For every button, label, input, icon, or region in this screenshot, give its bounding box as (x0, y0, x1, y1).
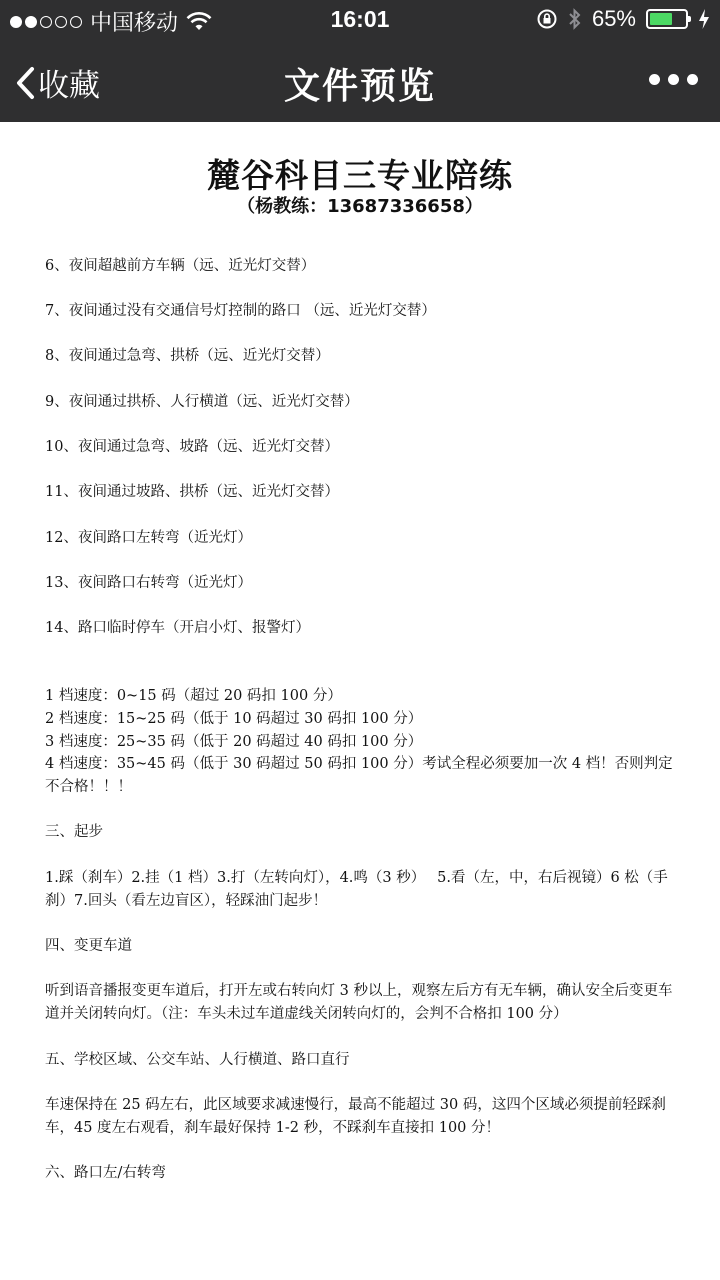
status-time: 16:01 (330, 6, 390, 32)
section-heading: 五、学校区域、公交车站、人行横道、路口直行 (45, 1052, 350, 1068)
more-options-button[interactable] (649, 74, 698, 85)
charging-bolt-icon (698, 8, 710, 30)
section-heading: 四、变更车道 (45, 938, 132, 954)
section-heading: 三、起步 (45, 824, 103, 840)
rotation-lock-icon (536, 8, 558, 30)
speed-line: 1 档速度：0~15 码（超过 20 码扣 100 分） (45, 688, 342, 704)
list-item: 8、夜间通过急弯、拱桥（远、近光灯交替） (45, 348, 330, 364)
speed-line: 3 档速度：25~35 码（低于 20 码超过 40 码扣 100 分） (45, 734, 423, 750)
list-item: 9、夜间通过拱桥、人行横道（远、近光灯交替） (45, 394, 359, 410)
back-button-label: 收藏 (38, 68, 100, 104)
section-text: 听到语音播报变更车道后，打开左或右转向灯 3 秒以上，观察左后方有无车辆，确认安全后变更车道并关闭转向灯。（注：车头未过车道虚线关闭转向灯的，会判不合格扣 100 分） (45, 983, 673, 1022)
list-item: 12、夜间路口左转弯（近光灯） (45, 530, 252, 546)
list-item: 13、夜间路口右转弯（近光灯） (45, 575, 252, 591)
document-preview[interactable] (0, 122, 720, 1280)
page-title: 文件预览 (283, 66, 436, 107)
status-right (536, 6, 710, 32)
battery-icon (646, 9, 688, 29)
bluetooth-icon (568, 7, 582, 31)
section-heading: 六、路口左/右转弯 (45, 1165, 166, 1181)
nav-bar (0, 40, 720, 122)
list-item: 11、夜间通过坡路、拱桥（远、近光灯交替） (45, 484, 339, 500)
list-item: 14、路口临时停车（开启小灯、报警灯） (45, 620, 310, 636)
more-dot-icon (668, 74, 679, 85)
more-dot-icon (649, 74, 660, 85)
section-text: 1.踩（刹车）2.挂（1 档）3.打（左转向灯），4.鸣（3 秒） 5.看（左，中，右后视镜）6 松（手刹）7.回头（看左边盲区），轻踩油门起步！ (45, 870, 668, 909)
document-title: 麓谷科目三专业陪练 (207, 156, 513, 195)
document-subtitle: （杨教练：13687336658） (237, 196, 483, 217)
list-item: 10、夜间通过急弯、坡路（远、近光灯交替） (45, 439, 339, 455)
speed-line: 2 档速度：15~25 码（低于 10 码超过 30 码扣 100 分） (45, 711, 423, 727)
battery-percent: 65% (591, 6, 636, 31)
more-dot-icon (687, 74, 698, 85)
section-text: 车速保持在 25 码左右，此区域要求减速慢行，最高不能超过 30 码，这四个区域必须提前轻踩刹车，45 度左右观看，刹车最好保持 1-2 秒，不踩刹车直接扣 100 分！ (45, 1097, 666, 1136)
list-item: 6、夜间超越前方车辆（远、近光灯交替） (45, 258, 316, 274)
battery-fill (650, 13, 672, 25)
speed-line: 4 档速度：35~45 码（低于 30 码超过 50 码扣 100 分）考试全程必须要加一次 4 档！否则判定不合格！！！ (45, 756, 673, 795)
carrier-name: 中国移动 (90, 10, 179, 35)
status-bar (0, 0, 720, 40)
list-item: 7、夜间通过没有交通信号灯控制的路口 （远、近光灯交替） (45, 303, 436, 319)
